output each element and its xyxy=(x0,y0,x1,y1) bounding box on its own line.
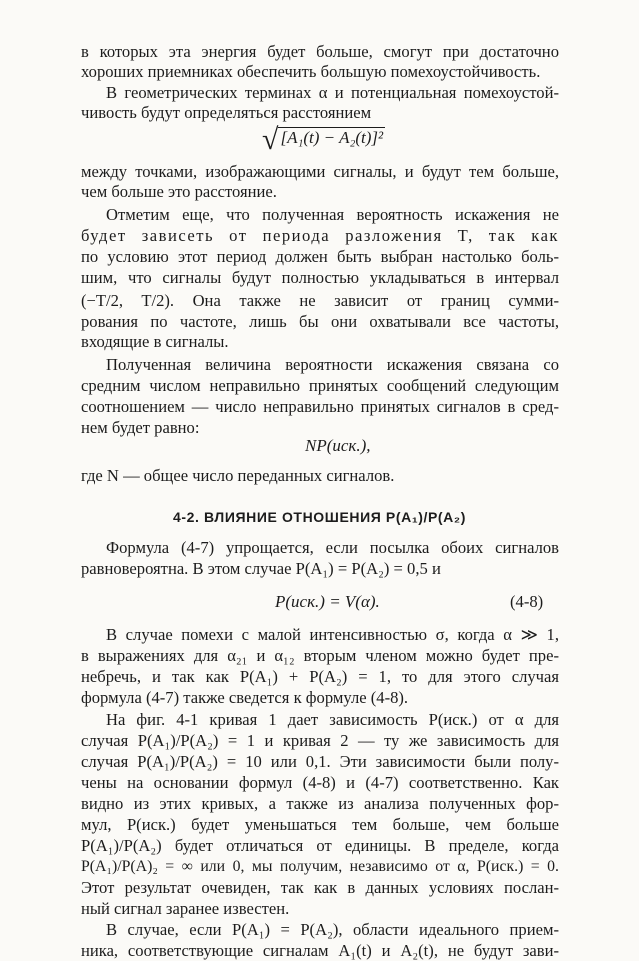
text-line: нем будет равно: xyxy=(81,418,200,437)
formula-radicand: [A₁(t) − A₂(t)]² xyxy=(280,128,384,147)
text-line: случая P(A₁)/P(A₂) = 10 или 0,1. Эти зависимости были полу- xyxy=(81,752,559,771)
text-line: ный сигнал заранее известен. xyxy=(81,899,290,918)
text-line: чены на основании формул (4-8) и (4-7) соответственно. Как xyxy=(81,773,559,792)
text-line: В случае помехи с малой интенсивностью σ, когда α ≫ 1, xyxy=(106,625,559,644)
formula-distance: √ [A₁(t) − A₂(t)]² xyxy=(262,123,384,156)
text-line: между точками, изображающими сигналы, и будут тем больше, xyxy=(81,162,559,181)
equation-number: (4-8) xyxy=(510,592,544,611)
formula-4-8: P(иск.) = V(α). xyxy=(275,592,380,611)
text-line: средним числом неправильно принятых сообщений следующим xyxy=(81,376,559,395)
text-line: формула (4-7) также сведется к формуле (4-8). xyxy=(81,688,409,707)
text-line: случая P(A₁)/P(A₂) = 1 и кривая 2 — ту же зависимость для xyxy=(81,731,559,750)
text-line: шим, что сигналы будут полностью укладываться в интервал xyxy=(81,268,559,287)
text-line: равновероятна. В этом случае P(A₁) = P(A₂) = 0,5 и xyxy=(81,559,441,578)
text-line: небречь, и так как P(A₁) + P(A₂) = 1, то для этого случая xyxy=(81,667,559,686)
text-line: Отметим еще, что полученная вероятность искажения не xyxy=(106,205,559,224)
text-line: В случае, если P(A₁) = P(A₂), области идеального прием- xyxy=(106,920,559,939)
text-line: видно из этих кривых, а также из анализа полученных фор- xyxy=(81,794,559,813)
text-line: в которых эта энергия будет больше, смогут при достаточно xyxy=(81,42,559,61)
text-line: рования по частоте, лишь бы они охватывали все частоты, xyxy=(81,312,559,331)
text-line: будет зависеть от периода разложения T, так как xyxy=(81,226,559,245)
text-line: в выражениях для α₂₁ и α₁₂ вторым членом можно будет пре- xyxy=(81,646,559,665)
text-line: Полученная величина вероятности искажения связана со xyxy=(106,355,559,374)
text-line: чем больше это расстояние. xyxy=(81,182,277,201)
formula-np: NP(иск.), xyxy=(305,436,371,455)
section-heading: 4-2. ВЛИЯНИЕ ОТНОШЕНИЯ P(A₁)/P(A₂) xyxy=(173,509,466,525)
text-line: ника, соответствующие сигналам A₁(t) и A₂(t), не будут зави- xyxy=(81,941,559,960)
text-line: хороших приемниках обеспечить большую помехоустойчивость. xyxy=(81,62,541,81)
text-line: входящие в сигналы. xyxy=(81,332,229,351)
text-line: P(A₁)/P(A)₂ = ∞ или 0, мы получим, независимо от α, P(иск.) = 0. xyxy=(81,858,559,875)
text-line: по условию этот период должен быть выбран настолько боль- xyxy=(81,247,559,266)
text-line: P(A₁)/P(A₂) будет отличаться от единицы. В пределе, когда xyxy=(81,836,559,855)
text-line: Этот результат очевиден, так как в данных условиях послан- xyxy=(81,878,559,897)
text-line: где N — общее число переданных сигналов. xyxy=(81,466,395,485)
text-line: мул, P(иск.) будет уменьшаться тем больше, чем больше xyxy=(81,815,559,834)
text-line: На фиг. 4-1 кривая 1 дает зависимость P(иск.) от α для xyxy=(106,710,559,729)
text-line: В геометрических терминах α и потенциальная помехоустой- xyxy=(106,83,559,102)
text-line: соотношением — число неправильно принятых сигналов в сред- xyxy=(81,397,559,416)
text-line: чивость будут определяться расстоянием xyxy=(81,103,372,122)
text-line: Формула (4-7) упрощается, если посылка обоих сигналов xyxy=(106,538,559,557)
text-line: (−T/2, T/2). Она также не зависит от границ сумми- xyxy=(81,291,559,310)
